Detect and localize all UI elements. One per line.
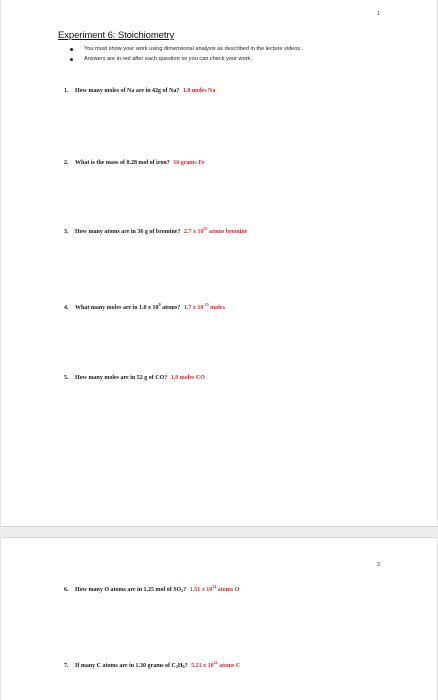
question-number: 7. xyxy=(64,663,69,669)
page-number: 1 xyxy=(376,11,380,17)
question-exponent: 9 xyxy=(158,302,161,307)
question-text: How many moles are in 52 g of CO? xyxy=(75,375,168,381)
bullet-icon xyxy=(70,48,73,51)
question-number: 1. xyxy=(64,88,69,94)
question-text-pre: What many moles are in 1.0 x 10 xyxy=(75,305,159,311)
question-1 xyxy=(64,87,215,95)
answer-unit: atoms O xyxy=(216,587,240,593)
question-text-pre: If many C atoms are in 1.30 grams of C xyxy=(75,663,176,669)
question-subscript: 6 xyxy=(182,664,185,669)
question-4 xyxy=(64,304,225,312)
answer-mantissa: 2.7 x 10 xyxy=(183,229,204,235)
page-2 xyxy=(0,537,438,700)
question-answer xyxy=(183,226,248,235)
question-answer xyxy=(183,302,225,311)
question-answer: 1.8 moles Na xyxy=(182,88,216,94)
answer-unit: atoms bromine xyxy=(207,229,248,235)
question-text-mid: H xyxy=(177,663,183,669)
question-text-post: atoms? xyxy=(160,305,181,311)
answer-exponent: 23 xyxy=(203,226,208,231)
bullet-icon xyxy=(70,58,73,61)
page-number: 2 xyxy=(376,562,380,568)
question-text xyxy=(75,663,188,669)
question-text: What is the mass of 0.28 mol of iron? xyxy=(75,160,170,166)
question-number: 2. xyxy=(64,160,69,166)
question-text-pre: How many O atoms are in 1.25 mol of SO xyxy=(75,587,182,593)
instruction-text: Answers are in red after each question so you can check your work. xyxy=(84,56,252,62)
question-answer: 16 grams Fe xyxy=(173,160,205,166)
question-3 xyxy=(64,228,247,236)
question-6 xyxy=(64,586,239,594)
question-2 xyxy=(64,159,205,167)
answer-unit: atoms C xyxy=(217,663,241,669)
question-number: 5. xyxy=(64,375,69,381)
answer-exponent: -15 xyxy=(203,302,209,307)
answer-mantissa: 1.51 x 10 xyxy=(189,587,213,593)
question-number: 6. xyxy=(64,587,69,593)
question-answer: 1.9 moles CO xyxy=(170,375,205,381)
question-answer xyxy=(189,584,240,593)
question-answer xyxy=(191,660,241,669)
instruction-text: You must show your work using dimensional analysis as described in the lecture videos. xyxy=(84,46,302,52)
question-text: How many atoms are in 36 g of bromine? xyxy=(75,229,181,235)
question-text xyxy=(75,587,186,593)
answer-exponent: 22 xyxy=(213,660,218,665)
question-text: How many moles of Na are in 42g of Na? xyxy=(75,88,180,94)
answer-unit: moles xyxy=(208,305,225,311)
question-subscript: 2 xyxy=(181,588,184,593)
instruction-item xyxy=(68,44,302,54)
question-text xyxy=(75,302,181,311)
page-separator xyxy=(0,526,438,537)
instructions-list xyxy=(68,44,302,64)
question-number: 3. xyxy=(64,229,69,235)
answer-mantissa: 5.21 x 10 xyxy=(191,663,214,669)
question-7 xyxy=(64,662,240,670)
answer-mantissa: 1.7 x 10 xyxy=(183,305,204,311)
question-text-post: ? xyxy=(183,587,187,593)
instruction-item xyxy=(68,54,302,64)
document-title: Experiment 6: Stoichiometry xyxy=(58,30,175,41)
question-subscript: 2 xyxy=(175,664,178,669)
question-text-post: ? xyxy=(184,663,188,669)
question-number: 4. xyxy=(64,305,69,311)
question-5 xyxy=(64,374,205,382)
answer-exponent: 24 xyxy=(212,584,217,589)
